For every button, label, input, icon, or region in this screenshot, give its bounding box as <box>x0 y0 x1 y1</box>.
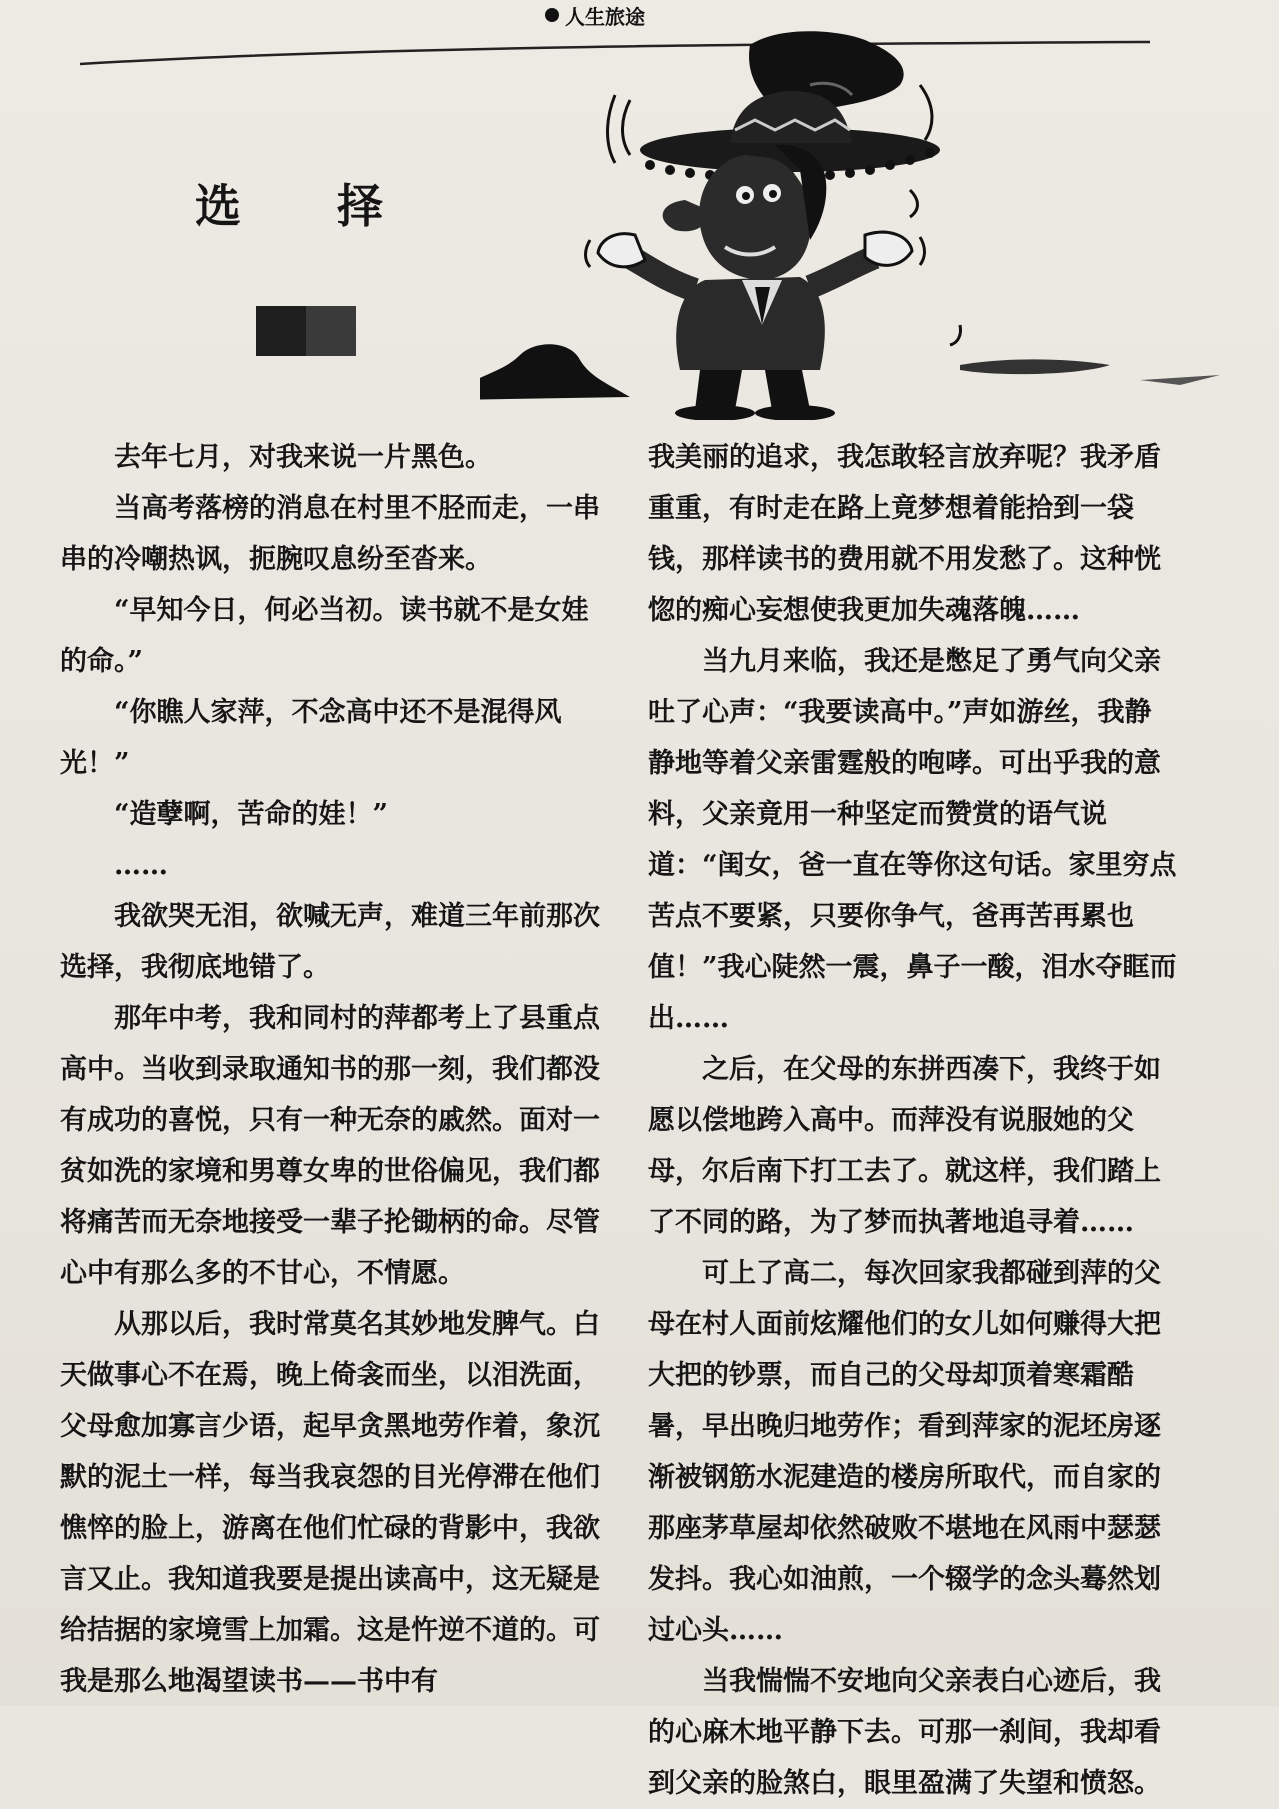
paragraph: 我欲哭无泪，欲喊无声，难道三年前那次选择，我彻底地错了。 <box>60 901 600 983</box>
left-column <box>60 432 600 1707</box>
section-name: 人生旅途 <box>565 4 645 29</box>
paragraph: “你瞧人家萍，不念高中还不是混得风光！” <box>60 697 562 779</box>
paragraph: 之后，在父母的东拼西凑下，我终于如愿以偿地跨入高中。而萍没有说服她的父母，尔后南下打工去了。就这样，我们踏上了不同的路，为了梦而执著地追寻着…… <box>648 1054 1161 1238</box>
bullet-icon <box>545 8 559 22</box>
paragraph: 去年七月，对我来说一片黑色。 <box>114 442 492 473</box>
paragraph: 当九月来临，我还是憋足了勇气向父亲吐了心声：“我要读高中。”声如游丝，我静静地等着父亲雷霆般的咆哮。可出乎我的意料，父亲竟用一种坚定而赞赏的语气说道：“闺女，爸一直在等你这句话。家里穷点苦点不要紧，只要你争气，爸再苦再累也值！”我心陡然一震，鼻子一酸，泪水夺眶而出…… <box>648 646 1177 1034</box>
redacted-author-block <box>256 306 356 356</box>
juggling-man-illustration <box>480 25 1260 420</box>
paragraph: 我美丽的追求，我怎敢轻言放弃呢？我矛盾重重，有时走在路上竟梦想着能拾到一袋钱，那样读书的费用就不用发愁了。这种恍惚的痴心妄想使我更加失魂落魄…… <box>648 442 1161 626</box>
right-column <box>648 432 1178 1809</box>
paragraph: 可上了高二，每次回家我都碰到萍的父母在村人面前炫耀他们的女儿如何赚得大把大把的钞票，而自己的父母却顶着寒霜酷暑，早出晚归地劳作；看到萍家的泥坯房逐渐被钢筋水泥建造的楼房所取代，而自家的那座茅草屋却依然破败不堪地在风雨中瑟瑟发抖。我心如油煎，一个辍学的念头蓦然划过心头…… <box>648 1258 1161 1646</box>
paragraph: 当高考落榜的消息在村里不胫而走，一串串的冷嘲热讽，扼腕叹息纷至沓来。 <box>60 493 600 575</box>
paragraph: 当我惴惴不安地向父亲表白心迹后，我的心麻木地平静下去。可那一刹间，我却看到父亲的脸煞白，眼里盈满了失望和愤怒。 <box>648 1666 1161 1799</box>
paragraph: 那年中考，我和同村的萍都考上了县重点高中。当收到录取通知书的那一刻，我们都没有成功的喜悦，只有一种无奈的戚然。面对一贫如洗的家境和男尊女卑的世俗偏见，我们都将痛苦而无奈地接受一辈子抡锄柄的命。尽管心中有那么多的不甘心，不情愿。 <box>60 1003 600 1289</box>
article-title: 选 择 <box>195 179 424 233</box>
paragraph: 从那以后，我时常莫名其妙地发脾气。白天做事心不在焉，晚上倚衾而坐，以泪洗面，父母愈加寡言少语，起早贪黑地劳作着，象沉默的泥土一样，每当我哀怨的目光停滞在他们憔悴的脸上，游离在他们忙碌的背影中，我欲言又止。我知道我要是提出读高中，这无疑是给拮据的家境雪上加霜。这是忤逆不道的。可我是那么地渴望读书——书中有 <box>60 1309 600 1697</box>
paragraph: “早知今日，何必当初。读书就不是女娃的命。” <box>60 595 589 677</box>
paragraph: …… <box>114 850 168 881</box>
paragraph: “造孽啊，苦命的娃！” <box>114 799 389 830</box>
